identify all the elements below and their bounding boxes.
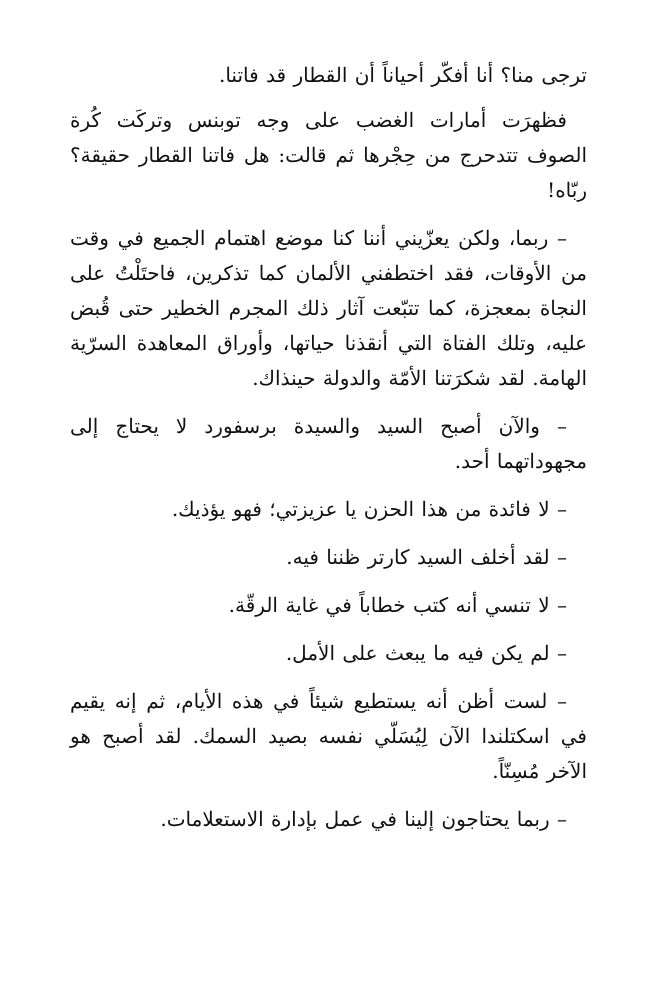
paragraph-8: – لم يكن فيه ما يبعث على الأمل. [285, 641, 567, 665]
paragraph-4: – والآن أصبح السيد والسيدة برسفورد لا يحتاج إلى مجهوداتهما أحد. [70, 414, 587, 473]
paragraph-6: – لقد أخلف السيد كارتر ظننا فيه. [286, 545, 567, 569]
paragraph-9: – لست أظن أنه يستطيع شيئاً في هذه الأيام، ثم إنه يقيم في اسكتلندا الآن لِيُسَلّي نفسه بصيد السمك. لقد أصبح هو الآخر مُسِنّاً. [70, 689, 587, 783]
paragraph-10: – ربما يحتاجون إلينا في عمل بإدارة الاستعلامات. [160, 807, 567, 831]
paragraph-3: – ربما، ولكن يعزّيني أننا كنا موضع اهتمام الجميع في وقت من الأوقات، فقد اختطفني الألمان كما تذكرين، فاحتَلْتُ على النجاة بمعجزة، كما تتبّعت آثار ذلك المجرم الخطير حتى قُبض عليه، وتلك الفتاة التي أنقذنا حياتها، وأوراق المعاهدة السرّية الهامة. لقد شكرَتنا الأمّة والدولة حينذاك. [70, 226, 587, 390]
paragraph-1: ترجى منا؟ أنا أفكّر أحياناً أن القطار قد فاتنا. [218, 63, 587, 87]
paragraph-7: – لا تنسي أنه كتب خطاباً في غاية الرقّة. [228, 593, 567, 617]
paragraph-5: – لا فائدة من هذا الحزن يا عزيزتي؛ فهو يؤذيك. [171, 497, 567, 521]
paragraph-2: فظهرَت أمارات الغضب على وجه توبنس وتركَت كُرة الصوف تتدحرج من حِجْرها ثم قالت: هل فاتنا القطار حقيقة؟ ربّاه! [70, 108, 587, 202]
